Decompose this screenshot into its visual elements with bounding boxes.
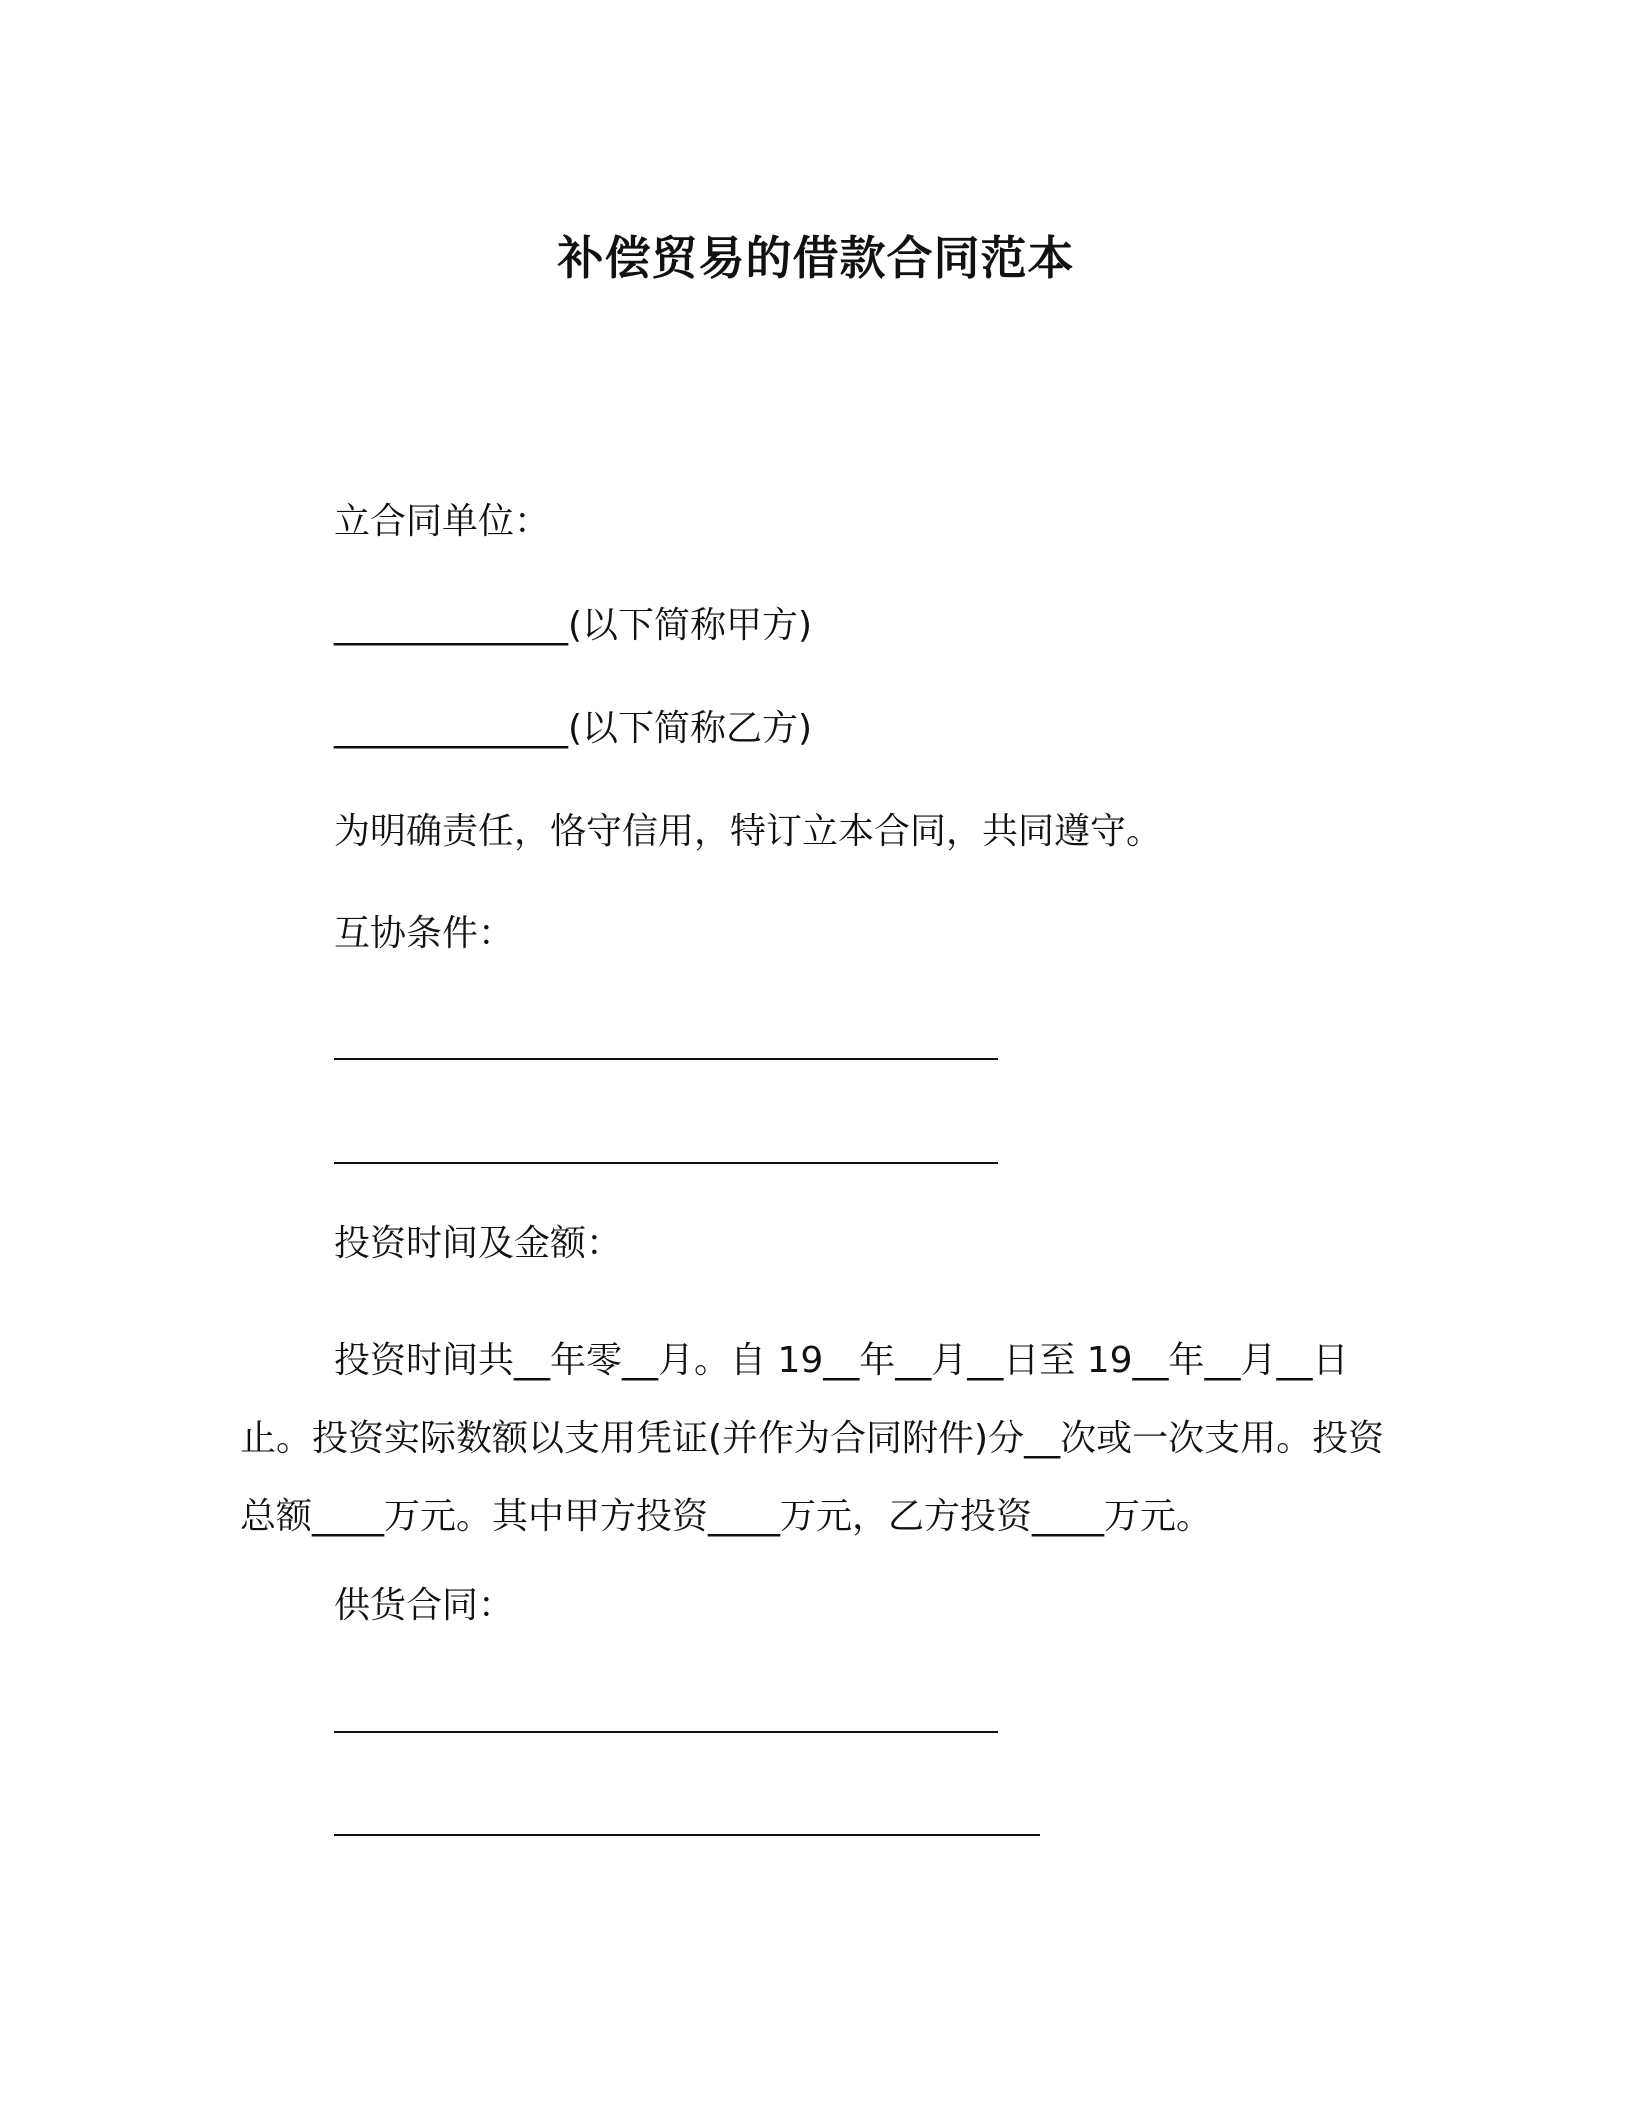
- investment-paragraph: 投资时间共__年零__月。自 19__年__月__日至 19__年__月__日止。投资实际数额以支用凭证(并作为合同附件)分__次或一次支用。投资总额____万元。其中甲方投资____万元，乙方投资____万元。: [240, 1340, 1385, 1537]
- supply-heading: 供货合同：: [334, 1585, 515, 1626]
- supply-blank-line-1: [334, 1731, 998, 1733]
- cooperation-heading: 互协条件：: [334, 913, 515, 954]
- investment-heading: 投资时间及金额：: [334, 1223, 623, 1264]
- party-a-line: _____________(以下简称甲方): [334, 605, 813, 646]
- document-title: 补偿贸易的借款合同范本: [557, 231, 1075, 285]
- parties-heading: 立合同单位：: [334, 501, 551, 542]
- cooperation-blank-line-2: [334, 1162, 998, 1164]
- supply-blank-line-2: [334, 1834, 1040, 1836]
- party-b-line: _____________(以下简称乙方): [334, 708, 813, 749]
- cooperation-blank-line-1: [334, 1058, 998, 1060]
- preamble-text: 为明确责任，恪守信用，特订立本合同，共同遵守。: [334, 811, 1163, 852]
